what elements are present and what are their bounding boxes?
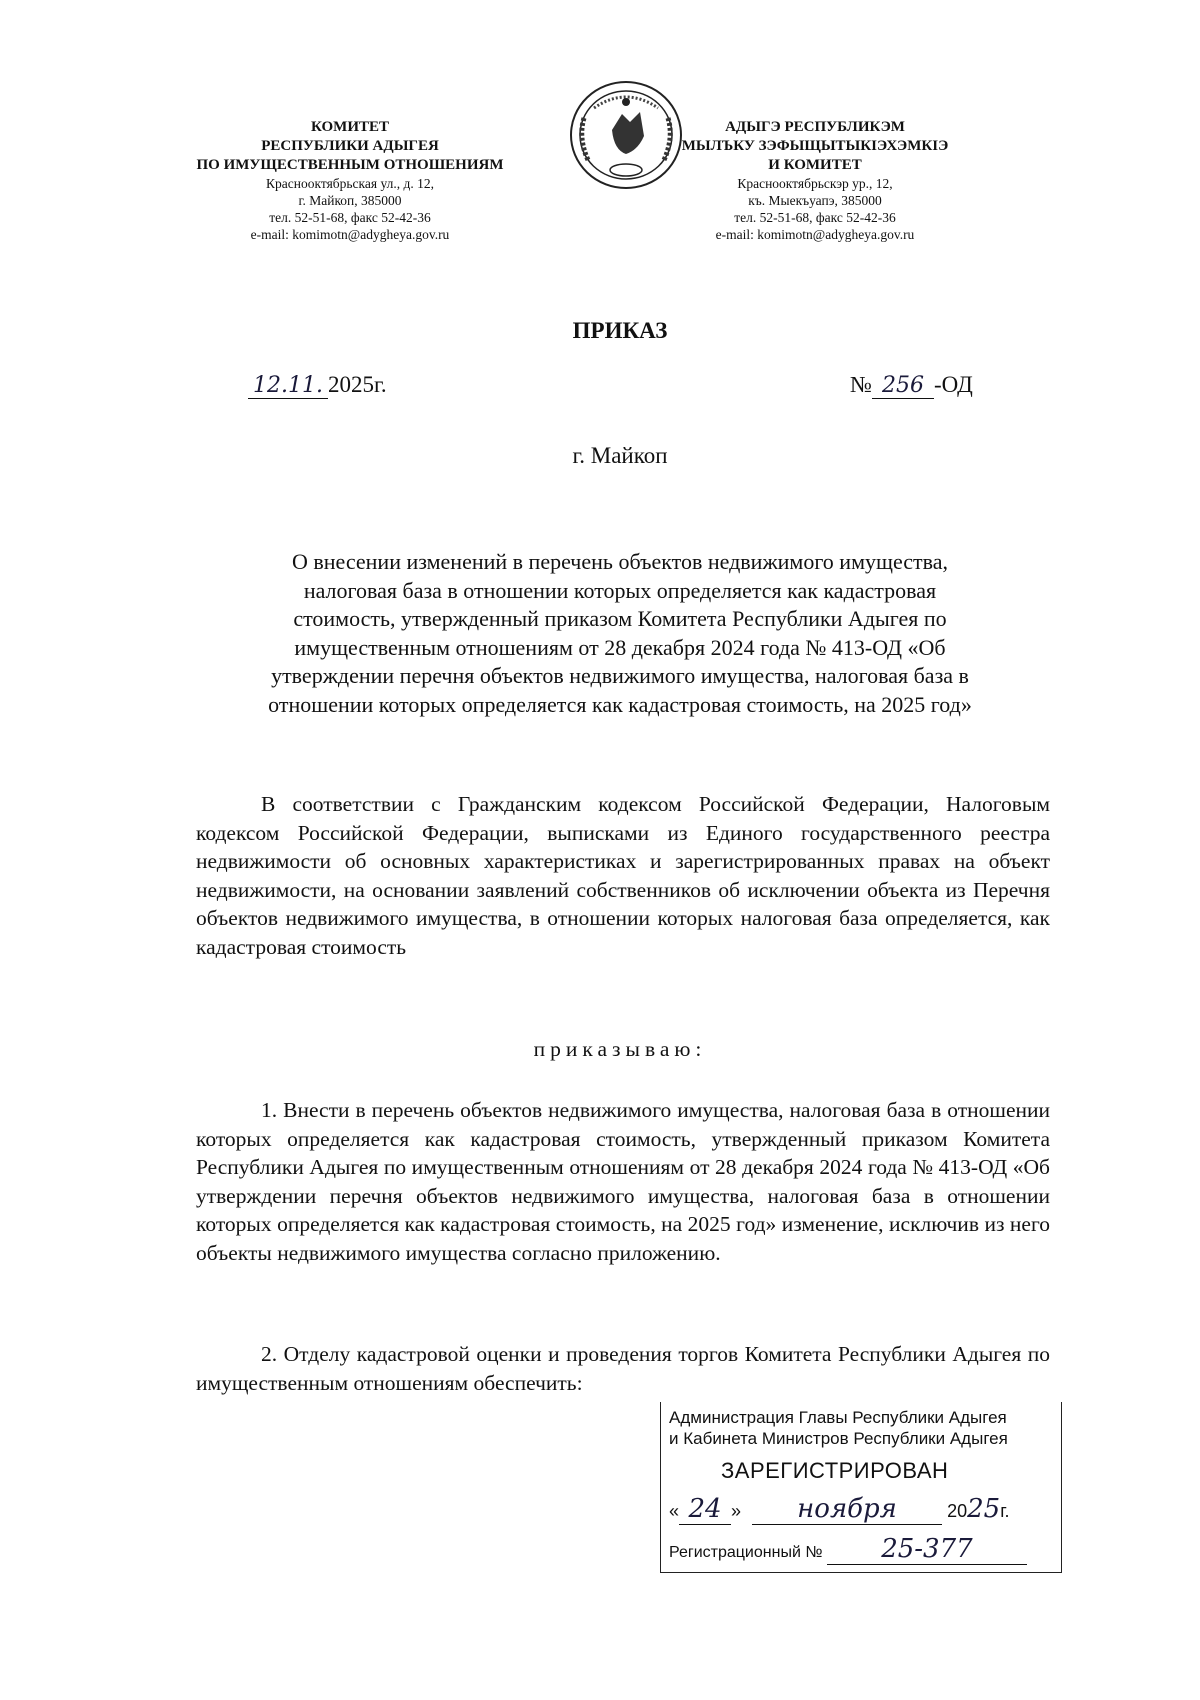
order-item-1 — [196, 1096, 1050, 1267]
preamble-text: В соответствии с Гражданским кодексом Российской Федерации, Налоговым кодексом Российской Федерации, выписками из Единого государственного реестра недвижимости об основных характеристиках и зарегистрированных правах на объект недвижимости, на основании заявлений собственников об исключении объекта из Перечня объектов недвижимого имущества, в отношении которых налоговая база определяется, как кадастровая стоимость — [196, 792, 1050, 959]
preamble — [196, 790, 1050, 961]
stamp-date-row — [669, 1494, 1010, 1525]
number-handwritten: 256 — [872, 373, 934, 399]
registration-stamp — [660, 1402, 1062, 1573]
order-number — [850, 372, 973, 399]
org-name-line1: КОМИТЕТ — [310, 119, 389, 135]
phone-ady-line: тел. 52-51-68, факс 52-42-36 — [734, 210, 896, 225]
org-name-ady-line1: АДЫГЭ РЕСПУБЛИКЭМ — [725, 119, 905, 135]
date-year: 2025г. — [328, 372, 387, 397]
subject-line: отношении которых определяется как кадастровая стоимость, на 2025 год» — [268, 691, 972, 717]
order-word: приказываю: — [533, 1037, 707, 1061]
stamp-quote-open: « — [669, 1501, 680, 1521]
subject-line: утверждении перечня объектов недвижимого имущества, налоговая база в — [271, 663, 969, 688]
header-left — [175, 118, 525, 243]
subject-line: стоимость, утвержденный приказом Комитета Республики Адыгея по — [293, 606, 947, 631]
stamp-year-suffix: 25 — [967, 1494, 1001, 1524]
order-item-2 — [196, 1340, 1050, 1397]
stamp-line1: Администрация Главы Республики Адыгея — [669, 1408, 1007, 1427]
doc-type-title: ПРИКАЗ — [572, 318, 668, 343]
stamp-reg-label: Регистрационный № — [669, 1544, 823, 1561]
stamp-year-prefix: 20 — [947, 1501, 968, 1521]
order-date — [248, 372, 387, 399]
org-name-line3: ПО ИМУЩЕСТВЕННЫМ ОТНОШЕНИЯМ — [196, 157, 504, 173]
org-name-ady-line2: МЫЛЪКУ ЗЭФЫЩЫТЫКІЭХЭМКІЭ — [681, 138, 949, 154]
address-line1: Краснооктябрьская ул., д. 12, — [266, 176, 434, 191]
email-ady-line: e-mail: komimotn@adygheya.gov.ru — [715, 227, 915, 242]
stamp-quote-close: » — [731, 1501, 742, 1521]
item-1-text: 1. Внести в перечень объектов недвижимого имущества, налоговая база в отношении которых определяется как кадастровая стоимость, утвержденный приказом Комитета Республики Адыгея по имущественным отношениям от 28 декабря 2024 года № 413-ОД «Об утверждении перечня объектов недвижимого имущества, налоговая база в отношении которых определяется как кадастровая стоимость, на 2025 год» изменение, исключив из него объекты недвижимого имущества согласно приложению. — [196, 1098, 1050, 1265]
address-line2: г. Майкоп, 385000 — [298, 193, 402, 208]
stamp-registered: ЗАРЕГИСТРИРОВАН — [721, 1458, 949, 1483]
subject-line: имущественным отношениям от 28 декабря 2024 года № 413-ОД «Об — [294, 634, 946, 660]
header-right — [640, 118, 990, 243]
address-ady-line1: Краснооктябрьскэр ур., 12, — [737, 176, 893, 191]
stamp-year-g: г. — [1000, 1501, 1010, 1521]
stamp-reg-number: 25-377 — [827, 1534, 1027, 1565]
item-2-text: 2. Отделу кадастровой оценки и проведения торгов Комитета Республики Адыгея по имущественным отношениям обеспечить: — [196, 1342, 1050, 1395]
number-prefix: № — [850, 372, 872, 397]
stamp-reg-row — [669, 1534, 1027, 1565]
date-handwritten: 12.11. — [248, 373, 328, 399]
stamp-day: 24 — [679, 1494, 731, 1525]
subject-line: О внесении изменений в перечень объектов недвижимого имущества, — [291, 549, 948, 574]
phone-line: тел. 52-51-68, факс 52-42-36 — [269, 210, 431, 225]
subject-line: налоговая база в отношении которых определяется как кадастровая — [303, 577, 937, 603]
stamp-month: ноября — [752, 1494, 942, 1525]
address-ady-line2: къ. Мыекъуапэ, 385000 — [748, 193, 882, 208]
org-name-ady-line3: И КОМИТЕТ — [768, 157, 862, 173]
number-suffix: -ОД — [933, 372, 973, 397]
email-line: e-mail: komimotn@adygheya.gov.ru — [250, 227, 450, 242]
document-subject — [150, 548, 1090, 719]
stamp-line2: и Кабинета Министров Республики Адыгея — [669, 1429, 1008, 1448]
city: г. Майкоп — [572, 443, 668, 468]
org-name-line2: РЕСПУБЛИКИ АДЫГЕЯ — [261, 138, 439, 154]
